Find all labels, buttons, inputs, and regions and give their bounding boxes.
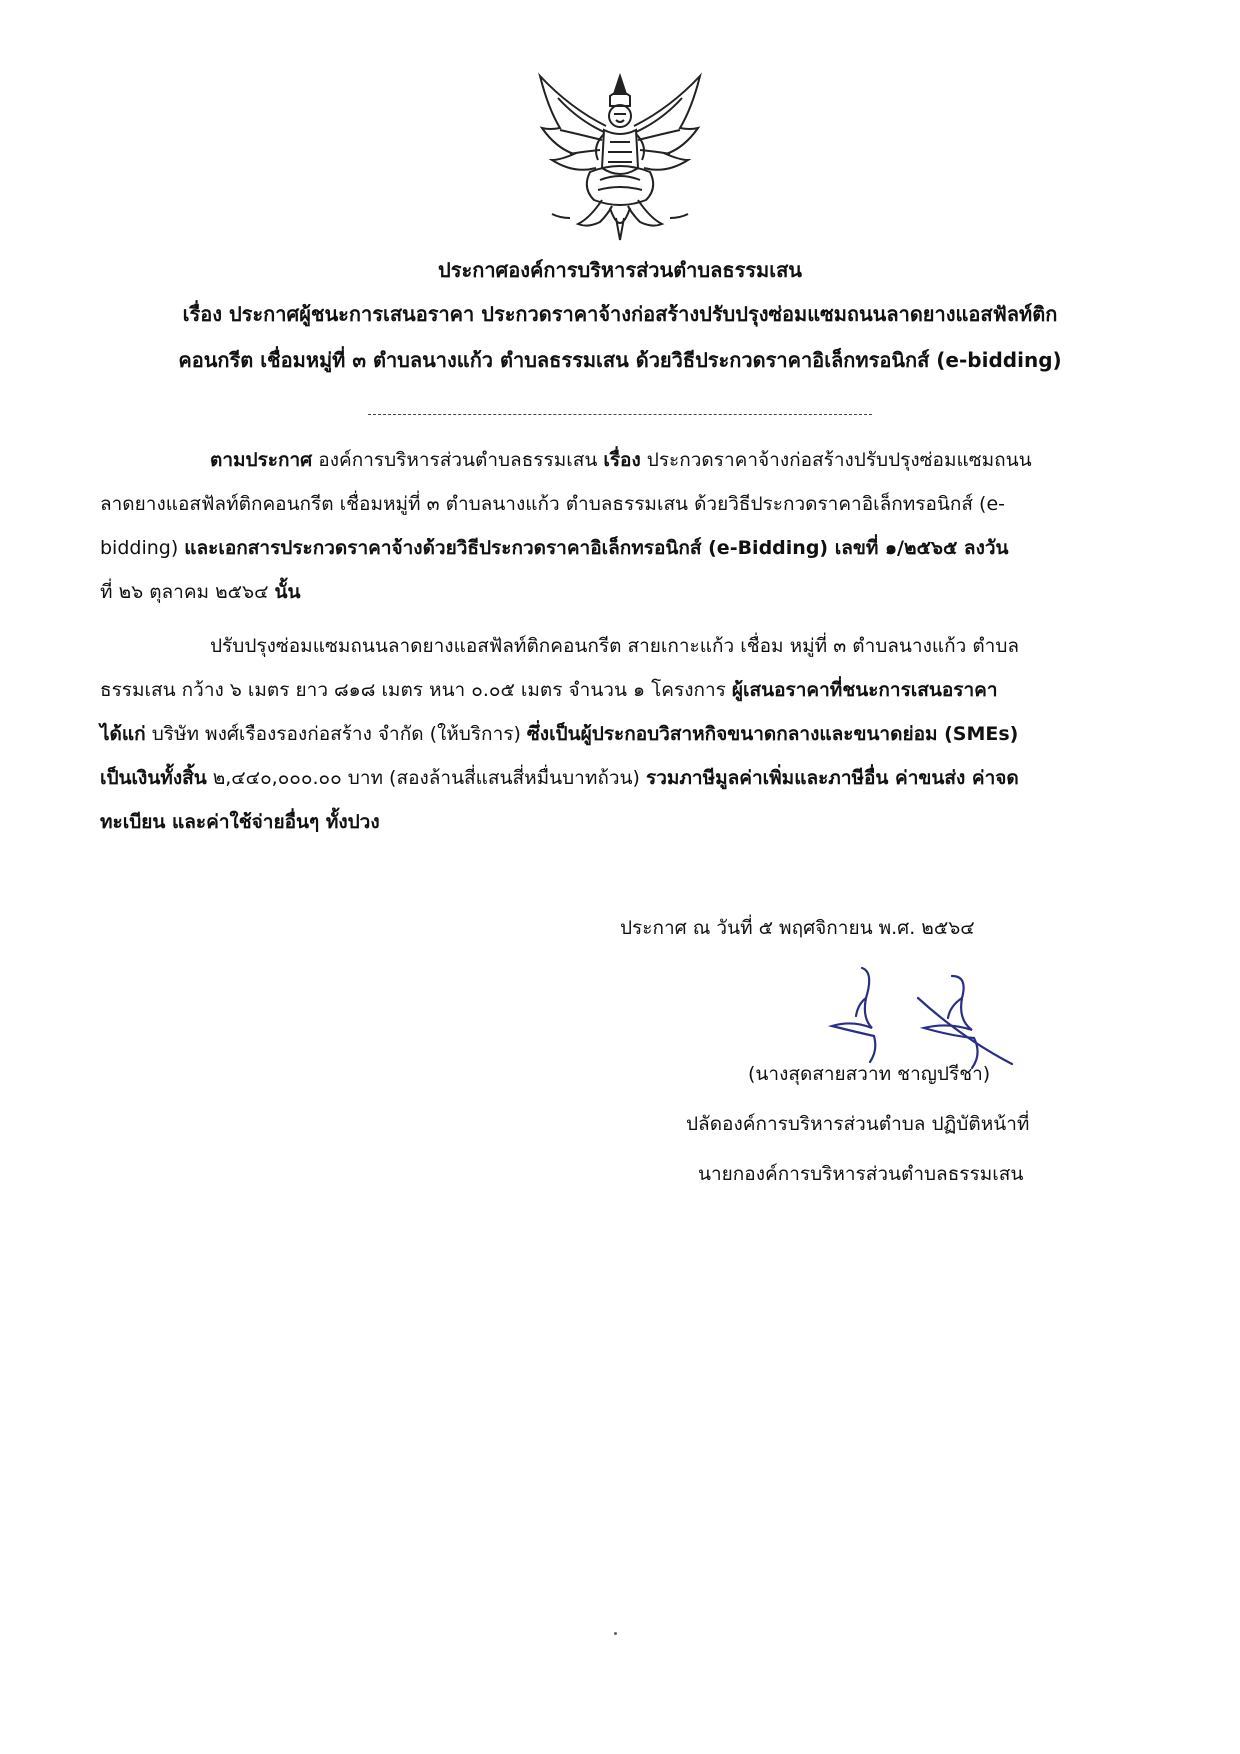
para1-l3-bold-1: และเอกสารประกวดราคาจ้างด้วยวิธีประกวดราคาอิเล็กทรอนิกส์ (e-Bidding) เลขที่ ๑/๒๕๖๕ ลงวัน xyxy=(184,537,1009,559)
para1-l1-bold-1: ตามประกาศ xyxy=(210,449,313,471)
para1-l4-text-1: ที่ ๒๖ ตุลาคม ๒๕๖๔ xyxy=(100,581,275,603)
para2-l4-bold-1: เป็นเงินทั้งสิ้น xyxy=(100,767,207,789)
signer-name: (นางสุดสายสวาท ชาญปรีชา) xyxy=(748,1063,991,1085)
dashed-separator xyxy=(368,414,872,415)
para2-l4-bold-2: รวมภาษีมูลค่าเพิ่มและภาษีอื่น ค่าขนส่ง ค่าจด xyxy=(646,767,1019,789)
signer-position-line-2: นายกองค์การบริหารส่วนตำบลธรรมเสน xyxy=(698,1163,1024,1185)
para1-l3-text-1: bidding) xyxy=(100,537,185,559)
para1-line-3 xyxy=(100,534,1009,562)
para2-l3-text-1: บริษัท พงศ์เรืองรองก่อสร้าง จำกัด (ให้บริการ) xyxy=(145,723,527,745)
scan-speck xyxy=(614,1632,617,1635)
announcement-org-title: ประกาศองค์การบริหารส่วนตำบลธรรมเสน xyxy=(438,258,802,282)
para1-l1-bold-2: เรื่อง xyxy=(603,449,641,471)
para2-l4-text-1: ๒,๔๔๐,๐๐๐.๐๐ บาท (สองล้านสี่แสนสี่หมื่นบาทถ้วน) xyxy=(206,767,646,789)
para1-l4-bold-1: นั้น xyxy=(274,581,301,603)
para1-line-2: ลาดยางแอสฟัลท์ติกคอนกรีต เชื่อมหมู่ที่ ๓ ตำบลนางแก้ว ตำบลธรรมเสน ด้วยวิธีประกวดราคาอิเล็กทรอนิกส์ (e- xyxy=(100,493,1005,515)
announcement-date: ประกาศ ณ วันที่ ๕ พฤศจิกายน พ.ศ. ๒๕๖๔ xyxy=(620,917,975,939)
para2-line-2 xyxy=(100,676,998,704)
para2-line-3 xyxy=(100,720,1018,748)
para2-line-1: ปรับปรุงซ่อมแซมถนนลาดยางแอสฟัลท์ติกคอนกรีต สายเกาะแก้ว เชื่อม หมู่ที่ ๓ ตำบลนางแก้ว ตำบล xyxy=(210,635,1020,657)
para2-l3-bold-1: ได้แก่ xyxy=(100,723,146,745)
para2-line-4 xyxy=(100,764,1019,792)
para2-line-5: ทะเบียน และค่าใช้จ่ายอื่นๆ ทั้งปวง xyxy=(100,811,380,833)
announcement-subject-line-1: เรื่อง ประกาศผู้ชนะการเสนอราคา ประกวดราคาจ้างก่อสร้างปรับปรุงซ่อมแซมถนนลาดยางแอสฟัลท์ติก xyxy=(182,302,1058,326)
announcement-subject-line-2: คอนกรีต เชื่อมหมู่ที่ ๓ ตำบลนางแก้ว ตำบลธรรมเสน ด้วยวิธีประกวดราคาอิเล็กทรอนิกส์ (e-bidding) xyxy=(178,348,1062,372)
para1-l1-text-1: องค์การบริหารส่วนตำบลธรรมเสน xyxy=(312,449,604,471)
para2-l2-bold-1: ผู้เสนอราคาที่ชนะการเสนอราคา xyxy=(731,679,998,701)
para2-l3-bold-2: ซึ่งเป็นผู้ประกอบวิสาหกิจขนาดกลางและขนาดย่อม (SMEs) xyxy=(526,723,1019,745)
para1-line-4 xyxy=(100,578,300,606)
para1-line-1 xyxy=(210,446,1032,474)
signer-position-line-1: ปลัดองค์การบริหารส่วนตำบล ปฏิบัติหน้าที่ xyxy=(686,1113,1030,1135)
para1-l1-text-2: ประกวดราคาจ้างก่อสร้างปรับปรุงซ่อมแซมถนน xyxy=(640,449,1032,471)
garuda-emblem-icon xyxy=(530,68,710,246)
para2-l2-text-1: ธรรมเสน กว้าง ๖ เมตร ยาว ๘๑๘ เมตร หนา ๐.๐๕ เมตร จำนวน ๑ โครงการ xyxy=(100,679,732,701)
